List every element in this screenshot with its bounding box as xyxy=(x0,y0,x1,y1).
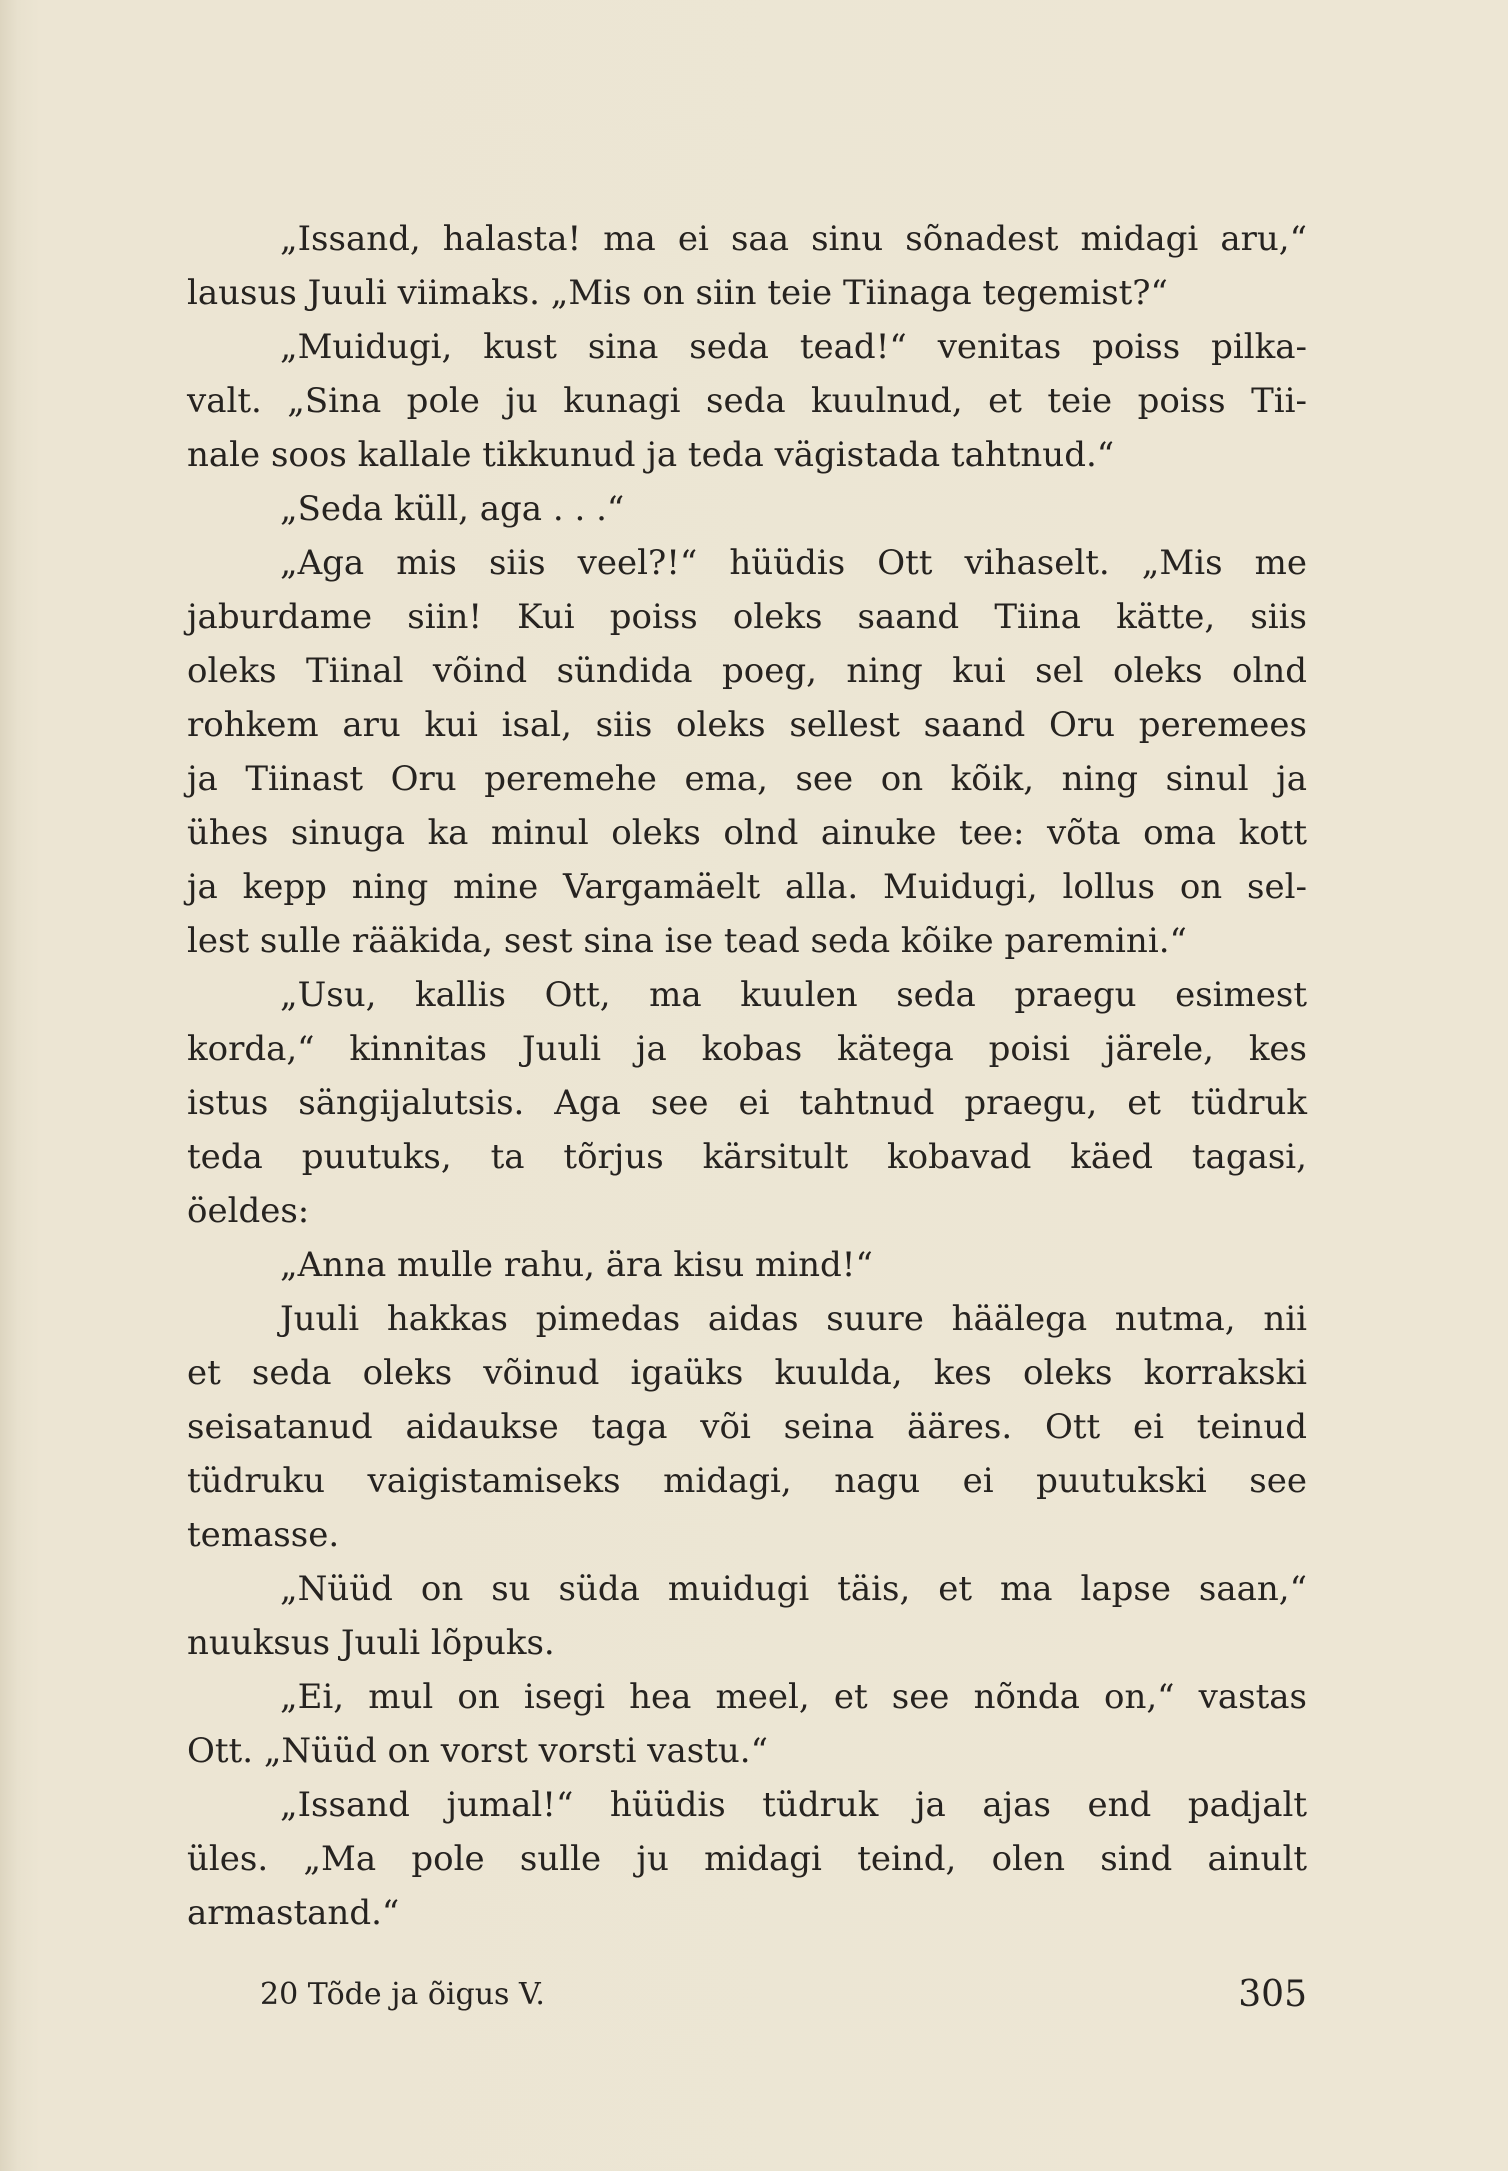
text-line: ühes sinuga ka minul oleks olnd ainuke tee: võta oma kott xyxy=(187,813,1307,853)
text-line: „Issand jumal!“ hüüdis tüdruk ja ajas end padjalt xyxy=(280,1785,1307,1825)
text-line: „Issand, halasta! ma ei saa sinu sõnadest midagi aru,“ xyxy=(280,219,1307,259)
text-line: üles. „Ma pole sulle ju midagi teind, olen sind ainult xyxy=(187,1839,1307,1879)
page-footer xyxy=(260,1965,1307,2025)
text-line: temasse. xyxy=(187,1515,340,1555)
text-line: ja Tiinast Oru peremehe ema, see on kõik, ning sinul ja xyxy=(187,759,1307,799)
text-line: „Aga mis siis veel?!“ hüüdis Ott vihaselt. „Mis me xyxy=(280,543,1307,583)
text-line: „Muidugi, kust sina seda tead!“ venitas poiss pilka- xyxy=(280,327,1307,367)
text-line: Ott. „Nüüd on vorst vorsti vastu.“ xyxy=(187,1731,768,1771)
text-line: öeldes: xyxy=(187,1191,310,1231)
text-line: lest sulle rääkida, sest sina ise tead seda kõike paremini.“ xyxy=(187,921,1187,961)
body-text xyxy=(187,212,1307,1940)
text-line: istus sängijalutsis. Aga see ei tahtnud praegu, et tüdruk xyxy=(187,1083,1307,1123)
text-line: „Ei, mul on isegi hea meel, et see nõnda on,“ vastas xyxy=(280,1677,1307,1717)
text-line: armastand.“ xyxy=(187,1893,400,1933)
text-line: korda,“ kinnitas Juuli ja kobas kätega poisi järele, kes xyxy=(187,1029,1307,1069)
printer-signature: 20 Tõde ja õigus V. xyxy=(260,1977,545,2012)
text-line: teda puutuks, ta tõrjus kärsitult kobavad käed tagasi, xyxy=(187,1137,1307,1177)
text-line: seisatanud aidaukse taga või seina ääres. Ott ei teinud xyxy=(187,1407,1307,1447)
text-line: rohkem aru kui isal, siis oleks sellest saand Oru peremees xyxy=(187,705,1307,745)
text-line: tüdruku vaigistamiseks midagi, nagu ei puutukski see xyxy=(187,1461,1307,1501)
text-line: jaburdame siin! Kui poiss oleks saand Tiina kätte, siis xyxy=(187,597,1307,637)
text-line: valt. „Sina pole ju kunagi seda kuulnud, et teie poiss Tii- xyxy=(187,381,1307,421)
text-line: oleks Tiinal võind sündida poeg, ning kui sel oleks olnd xyxy=(187,651,1307,691)
text-line: Juuli hakkas pimedas aidas suure häälega nutma, nii xyxy=(280,1299,1307,1339)
text-line: et seda oleks võinud igaüks kuulda, kes oleks korrakski xyxy=(187,1353,1307,1393)
text-line: nuuksus Juuli lõpuks. xyxy=(187,1623,555,1663)
text-line: lausus Juuli viimaks. „Mis on siin teie Tiinaga tegemist?“ xyxy=(187,273,1168,313)
text-line: „Anna mulle rahu, ära kisu mind!“ xyxy=(280,1245,873,1285)
text-line: „Usu, kallis Ott, ma kuulen seda praegu esimest xyxy=(280,975,1307,1015)
page-number: 305 xyxy=(1238,1974,1307,2015)
text-line: „Seda küll, aga . . .“ xyxy=(280,489,625,529)
text-line: ja kepp ning mine Vargamäelt alla. Muidugi, lollus on sel- xyxy=(187,867,1307,907)
text-line: nale soos kallale tikkunud ja teda vägistada tahtnud.“ xyxy=(187,435,1115,475)
text-line: „Nüüd on su süda muidugi täis, et ma lapse saan,“ xyxy=(280,1569,1307,1609)
